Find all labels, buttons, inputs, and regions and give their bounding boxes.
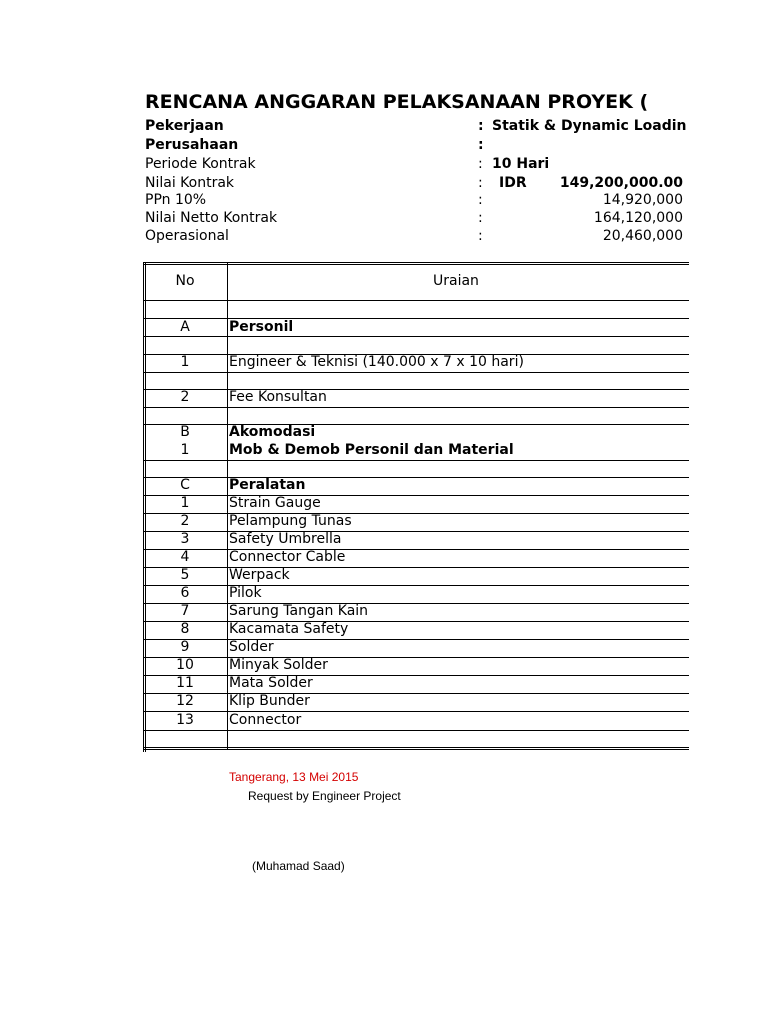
row-divider <box>143 460 689 461</box>
row-uraian: Safety Umbrella <box>229 531 342 547</box>
row-no: C <box>180 477 190 493</box>
info-colon: : <box>478 192 483 208</box>
row-uraian: Solder <box>229 639 274 655</box>
info-label: Nilai Kontrak <box>145 175 235 191</box>
header-no: No <box>175 273 195 289</box>
info-label: Operasional <box>145 228 229 244</box>
info-value: 14,920,000 <box>602 192 683 208</box>
row-uraian: Werpack <box>229 567 290 583</box>
row-divider <box>143 372 689 373</box>
info-colon: : <box>478 156 483 172</box>
signature-place-date: Tangerang, 13 Mei 2015 <box>229 770 359 784</box>
row-uraian: Personil <box>229 319 294 335</box>
row-no: 1 <box>180 354 190 370</box>
currency-label: IDR <box>499 175 527 191</box>
row-uraian: Klip Bunder <box>229 693 310 709</box>
row-uraian: Sarung Tangan Kain <box>229 603 369 619</box>
header-uraian: Uraian <box>433 273 479 289</box>
info-label: Perusahaan <box>145 137 239 153</box>
table-bottom-border <box>143 747 689 750</box>
row-no: 2 <box>180 389 190 405</box>
row-uraian: Akomodasi <box>229 424 316 440</box>
row-divider <box>143 730 689 731</box>
table-top-border <box>143 262 689 265</box>
row-uraian: Mata Solder <box>229 675 313 691</box>
info-label: PPn 10% <box>145 192 207 208</box>
row-no: 13 <box>176 712 194 728</box>
info-value: 164,120,000 <box>593 210 683 226</box>
signature-request: Request by Engineer Project <box>248 789 401 803</box>
row-uraian: Fee Konsultan <box>229 389 327 405</box>
info-label: Nilai Netto Kontrak <box>145 210 278 226</box>
row-uraian: Kacamata Safety <box>229 621 349 637</box>
info-label: Periode Kontrak <box>145 156 256 172</box>
row-no: 10 <box>176 657 194 673</box>
row-no: 2 <box>180 513 190 529</box>
row-divider <box>143 300 689 301</box>
row-no: 11 <box>176 675 194 691</box>
info-value: 10 Hari <box>492 156 550 172</box>
info-label: Pekerjaan <box>145 118 224 134</box>
info-colon: : <box>478 137 484 153</box>
info-value: 149,200,000.00 <box>559 175 683 191</box>
row-uraian: Engineer & Teknisi (140.000 x 7 x 10 hari) <box>229 354 524 370</box>
row-no: 8 <box>180 621 190 637</box>
row-no: B <box>180 424 190 440</box>
info-colon: : <box>478 210 483 226</box>
row-no: 3 <box>180 531 190 547</box>
row-no: 9 <box>180 639 190 655</box>
row-uraian: Pelampung Tunas <box>229 513 352 529</box>
row-uraian: Strain Gauge <box>229 495 321 511</box>
row-no: 7 <box>180 603 190 619</box>
row-no: 1 <box>180 442 190 458</box>
info-value: 20,460,000 <box>602 228 683 244</box>
row-uraian: Minyak Solder <box>229 657 328 673</box>
row-no: 4 <box>180 549 190 565</box>
row-uraian: Connector <box>229 712 302 728</box>
row-uraian: Connector Cable <box>229 549 346 565</box>
row-divider <box>143 336 689 337</box>
row-uraian: Pilok <box>229 585 262 601</box>
row-no: A <box>180 319 190 335</box>
budget-table <box>143 262 689 752</box>
row-divider <box>143 407 689 408</box>
signature-name: (Muhamad Saad) <box>252 859 345 873</box>
row-no: 1 <box>180 495 190 511</box>
row-uraian: Peralatan <box>229 477 306 493</box>
info-colon: : <box>478 228 483 244</box>
info-colon: : <box>478 118 484 134</box>
info-colon: : <box>478 175 483 191</box>
info-value: Statik & Dynamic Loadin <box>492 118 687 134</box>
row-uraian: Mob & Demob Personil dan Material <box>229 442 514 458</box>
row-no: 6 <box>180 585 190 601</box>
row-no: 12 <box>176 693 194 709</box>
row-no: 5 <box>180 567 190 583</box>
document-title: RENCANA ANGGARAN PELAKSANAAN PROYEK ( <box>145 91 649 113</box>
